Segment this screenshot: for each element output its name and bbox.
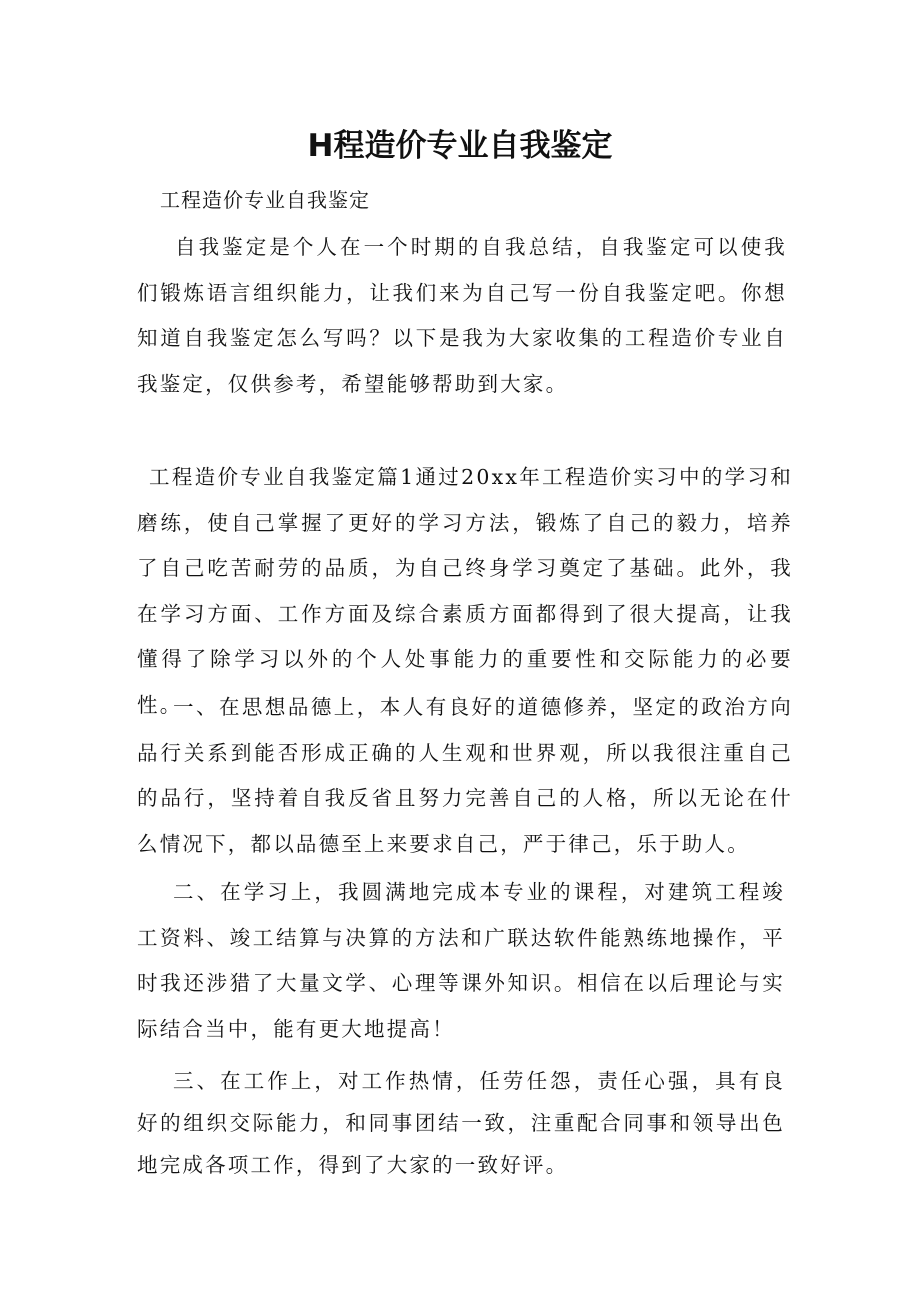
document-subtitle: 工程造价专业自我鉴定 bbox=[160, 188, 370, 212]
paragraph-work: 三、在工作上，对工作热情，任劳任怨，责任心强，具有良好的组织交际能力，和同事团结一致，注重配合同事和领导出色地完成各项工作，得到了大家的一致好评。 bbox=[137, 1069, 785, 1177]
intro-paragraph: 自我鉴定是个人在一个时期的自我总结，自我鉴定可以使我们锻炼语言组织能力，让我们来为自己写一份自我鉴定吧。你想知道自我鉴定怎么写吗？以下是我为大家收集的工程造价专业自我鉴定，仅供参考，希望能够帮助到大家。 bbox=[137, 235, 787, 396]
paragraph-moral: 一、在思想品德上，本人有良好的道德修养，坚定的政治方向品行关系到能否形成正确的人生观和世界观，所以我很注重自己的品行，坚持着自我反省且努力完善自己的人格，所以无论在什么情况下，都以品德至上来要求自己，严于律己，乐于助人。 bbox=[137, 695, 793, 856]
paragraph-1: 工程造价专业自我鉴定篇1通过20xx年工程造价实习中的学习和磨练，使自己掌握了更好的学习方法，锻炼了自己的毅力，培养了自己吃苦耐劳的品质，为自己终身学习奠定了基础。此外，我在学习方面、工作方面及综合素质方面都得到了很大提高，让我懂得了除学习以外的个人处事能力的重要性和交际能力的必要性。 bbox=[137, 465, 793, 717]
document-title: H程造价专业自我鉴定 bbox=[307, 128, 613, 164]
paragraph-study: 二、在学习上，我圆满地完成本专业的课程，对建筑工程竣工资料、竣工结算与决算的方法和广联达软件能熟练地操作，平时我还涉猎了大量文学、心理等课外知识。相信在以后理论与实际结合当中，能有更大地提高！ bbox=[137, 880, 785, 1041]
